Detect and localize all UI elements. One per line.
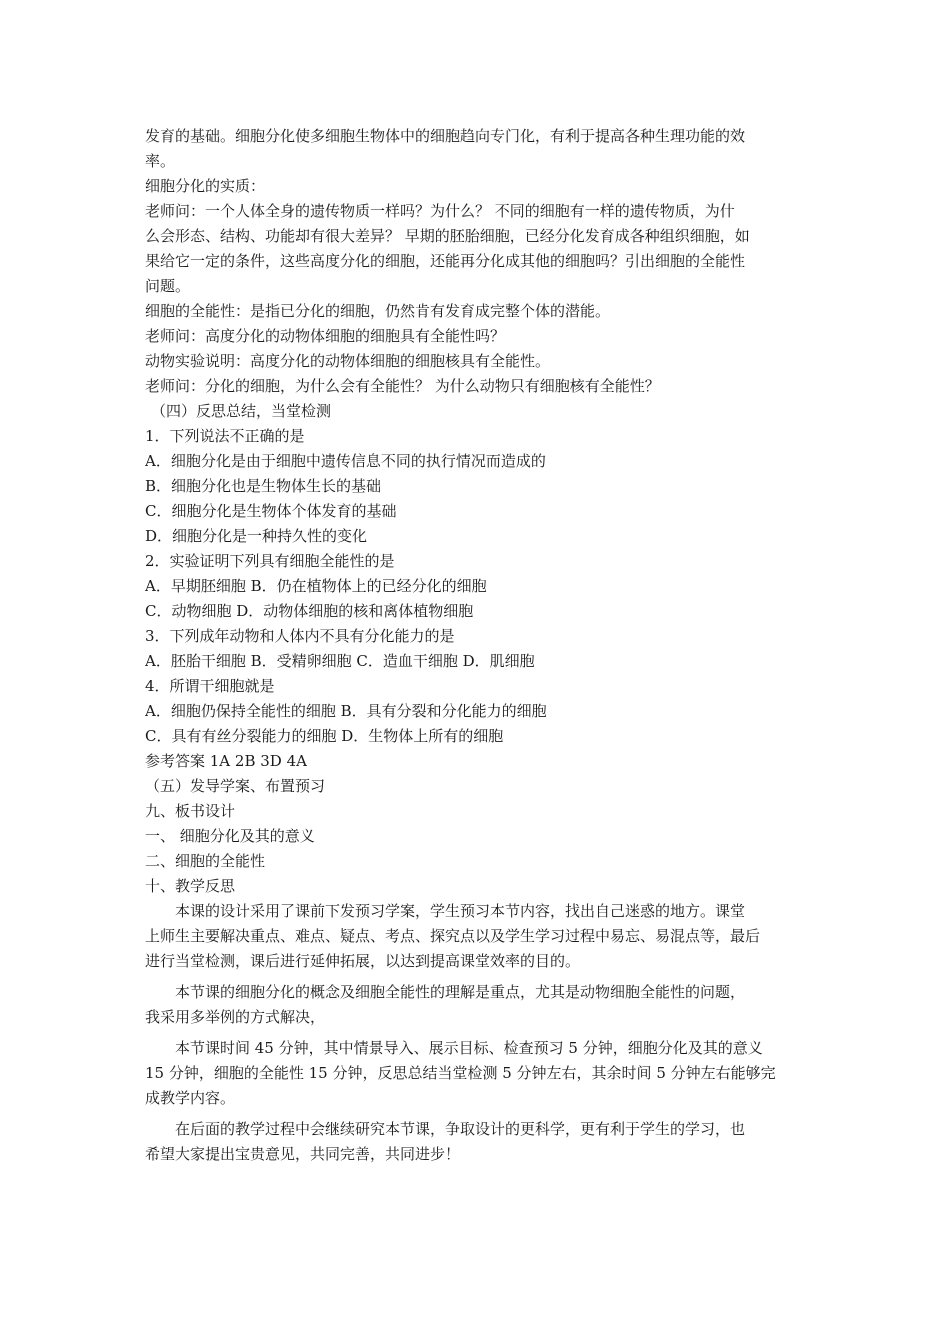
paragraph-line: 本节课的细胞分化的概念及细胞全能性的理解是重点，尤其是动物细胞全能性的问题， xyxy=(175,983,746,1001)
text-line: 果给它一定的条件，这些高度分化的细胞，还能再分化成其他的细胞吗？引出细胞的全能性 xyxy=(145,252,746,270)
definition-text: 细胞的全能性：是指已分化的细胞，仍然肯有发育成完整个体的潜能。 xyxy=(145,302,611,320)
text-line: 老师问：一个人体全身的遗传物质一样吗？为什么？ 不同的细胞有一样的遗传物质，为什 xyxy=(145,202,735,220)
answer-key: 参考答案 1A 2B 3D 4A xyxy=(145,752,307,770)
answer-option: A．细胞仍保持全能性的细胞 B．具有分裂和分化能力的细胞 xyxy=(145,702,547,720)
list-item: 一、 细胞分化及其的意义 xyxy=(145,827,315,845)
question: 3．下列成年动物和人体内不具有分化能力的是 xyxy=(145,627,455,645)
paragraph-line: 我采用多举例的方式解决， xyxy=(145,1008,326,1026)
question: 2．实验证明下列具有细胞全能性的是 xyxy=(145,552,395,570)
paragraph-line: 成教学内容。 xyxy=(145,1089,236,1107)
paragraph-line: 进行当堂检测，课后进行延伸拓展，以达到提高课堂效率的目的。 xyxy=(145,952,581,970)
answer-option: C．具有有丝分裂能力的细胞 D．生物体上所有的细胞 xyxy=(145,727,504,745)
section-heading: （四）反思总结，当堂检测 xyxy=(151,402,332,420)
text-line: 问题。 xyxy=(145,277,191,295)
paragraph-line: 本课的设计采用了课前下发预习学案，学生预习本节内容，找出自己迷惑的地方。课堂 xyxy=(175,902,746,920)
text-line: 么会形态、结构、功能却有很大差异？ 早期的胚胎细胞，已经分化发育成各种组织细胞，如 xyxy=(145,227,750,245)
section-heading: 十、教学反思 xyxy=(145,877,236,895)
paragraph-line: 15 分钟，细胞的全能性 15 分钟，反思总结当堂检测 5 分钟左右，其余时间 5 分钟左右能够完 xyxy=(145,1064,776,1082)
answer-option: A．胚胎干细胞 B．受精卵细胞 C．造血干细胞 D．肌细胞 xyxy=(145,652,535,670)
answer-option: A．早期胚细胞 B．仍在植物体上的已经分化的细胞 xyxy=(145,577,487,595)
list-item: 二、细胞的全能性 xyxy=(145,852,266,870)
answer-option: C．动物细胞 D．动物体细胞的核和离体植物细胞 xyxy=(145,602,474,620)
text-line: 发育的基础。细胞分化使多细胞生物体中的细胞趋向专门化，有利于提高各种生理功能的效 xyxy=(145,127,746,145)
question: 1．下列说法不正确的是 xyxy=(145,427,305,445)
section-heading: 九、板书设计 xyxy=(145,802,236,820)
answer-option: D．细胞分化是一种持久性的变化 xyxy=(145,527,368,545)
paragraph-line: 上师生主要解决重点、难点、疑点、考点、探究点以及学生学习过程中易忘、易混点等，最后 xyxy=(145,927,761,945)
text-line: 动物实验说明：高度分化的动物体细胞的细胞核具有全能性。 xyxy=(145,352,551,370)
answer-option: C．细胞分化是生物体个体发育的基础 xyxy=(145,502,397,520)
text-line: 率。 xyxy=(145,152,176,170)
paragraph-line: 在后面的教学过程中会继续研究本节课，争取设计的更科学，更有利于学生的学习，也 xyxy=(175,1120,746,1138)
paragraph-line: 希望大家提出宝贵意见，共同完善，共同进步！ xyxy=(145,1145,461,1163)
paragraph-line: 本节课时间 45 分钟，其中情景导入、展示目标、检查预习 5 分钟，细胞分化及其的意义 xyxy=(175,1039,763,1057)
answer-option: A．细胞分化是由于细胞中遗传信息不同的执行情况而造成的 xyxy=(145,452,546,470)
question: 4．所谓干细胞就是 xyxy=(145,677,275,695)
section-heading: （五）发导学案、布置预习 xyxy=(145,777,326,795)
text-line: 老师问：分化的细胞，为什么会有全能性？ 为什么动物只有细胞核有全能性？ xyxy=(145,377,660,395)
section-subheading: 细胞分化的实质： xyxy=(145,177,266,195)
answer-option: B．细胞分化也是生物体生长的基础 xyxy=(145,477,382,495)
document-body xyxy=(145,124,810,1167)
text-line: 老师问：高度分化的动物体细胞的细胞具有全能性吗？ xyxy=(145,327,506,345)
